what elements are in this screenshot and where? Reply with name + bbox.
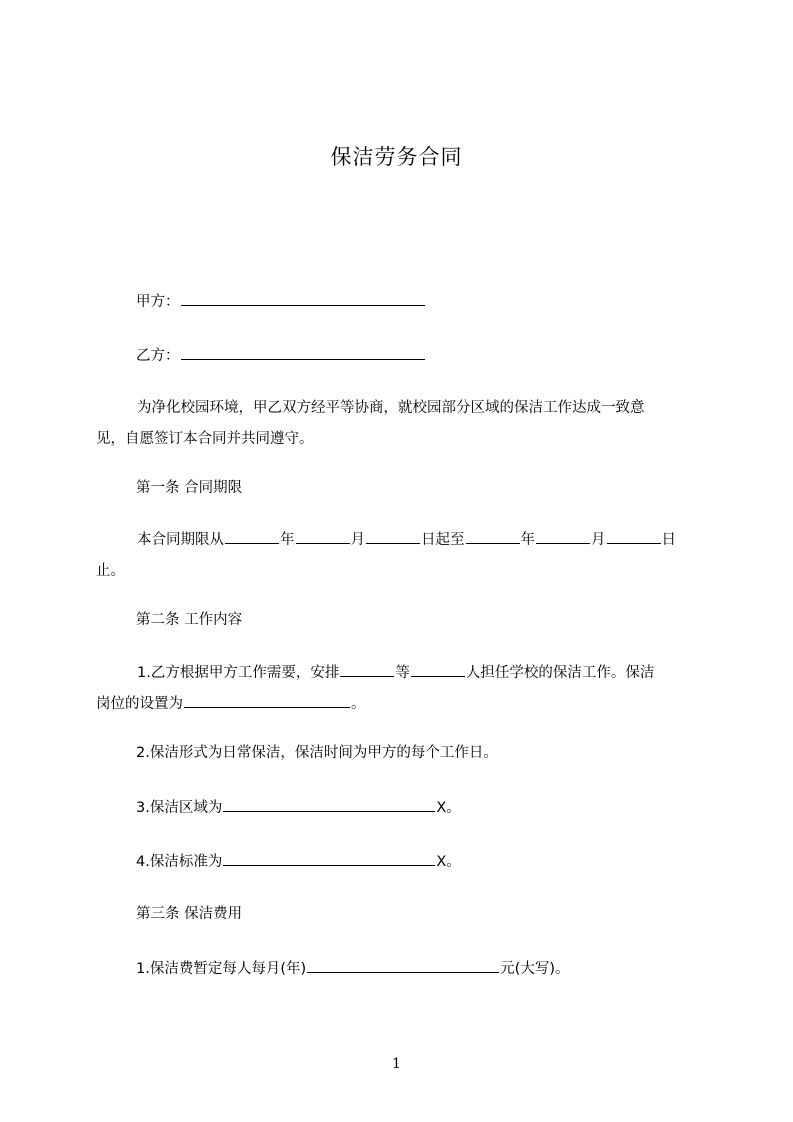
item-2-4-end: X。 bbox=[436, 854, 461, 870]
year-label: 年 bbox=[280, 532, 295, 548]
item-2-2: 2.保洁形式为日常保洁，保洁时间为甲方的每个工作日。 bbox=[136, 745, 498, 761]
start-year-blank[interactable] bbox=[225, 529, 279, 544]
end-day-blank[interactable] bbox=[607, 529, 661, 544]
item-2-1-paragraph bbox=[96, 658, 704, 720]
intro-line-1: 为净化校园环境，甲乙双方经平等协商，就校园部分区域的保洁工作达成一致意 bbox=[137, 400, 645, 416]
fee-amount-blank[interactable] bbox=[307, 958, 499, 973]
start-day-blank[interactable] bbox=[366, 529, 420, 544]
item-2-1-mid: 等 bbox=[395, 665, 410, 681]
item-3-1-line bbox=[136, 958, 569, 979]
item-2-4-line bbox=[136, 851, 461, 872]
staff-count-blank[interactable] bbox=[411, 662, 465, 677]
party-a-label: 甲方： bbox=[136, 294, 180, 310]
day-until-label: 日起至 bbox=[421, 532, 465, 548]
item-2-1-prefix: 1.乙方根据甲方工作需要，安排 bbox=[137, 665, 340, 681]
term-prefix: 本合同期限从 bbox=[137, 532, 224, 548]
end-month-blank[interactable] bbox=[536, 529, 590, 544]
year-label-2: 年 bbox=[520, 532, 535, 548]
cleaning-standard-blank[interactable] bbox=[223, 851, 435, 866]
party-a-blank[interactable] bbox=[181, 291, 425, 306]
party-b-blank[interactable] bbox=[181, 345, 425, 360]
party-a-line bbox=[136, 291, 426, 312]
item-2-1-suffix: 人担任学校的保洁工作。保洁 bbox=[465, 665, 655, 681]
party-b-line bbox=[136, 345, 426, 366]
item-2-1-line2-prefix: 岗位的设置为 bbox=[96, 696, 183, 712]
staff-name-blank[interactable] bbox=[340, 662, 394, 677]
intro-paragraph bbox=[96, 393, 704, 455]
item-2-3-prefix: 3.保洁区域为 bbox=[136, 800, 223, 816]
term-end: 止。 bbox=[96, 563, 125, 579]
article-1-heading: 第一条 合同期限 bbox=[136, 480, 243, 496]
item-2-3-line bbox=[136, 797, 461, 818]
month-label-2: 月 bbox=[591, 532, 606, 548]
month-label: 月 bbox=[350, 532, 365, 548]
post-setting-blank[interactable] bbox=[184, 693, 350, 708]
cleaning-area-blank[interactable] bbox=[223, 797, 435, 812]
document-title: 保洁劳务合同 bbox=[330, 145, 463, 169]
article-3-heading: 第三条 保洁费用 bbox=[136, 906, 243, 922]
item-2-4-prefix: 4.保洁标准为 bbox=[136, 854, 223, 870]
item-2-3-end: X。 bbox=[436, 800, 461, 816]
term-paragraph bbox=[96, 525, 704, 587]
page-number: 1 bbox=[392, 1056, 401, 1072]
intro-line-2: 见，自愿签订本合同并共同遵守。 bbox=[96, 431, 314, 447]
start-month-blank[interactable] bbox=[296, 529, 350, 544]
party-b-label: 乙方： bbox=[136, 348, 180, 364]
day-label-2: 日 bbox=[661, 532, 676, 548]
item-3-1-end: 元(大写)。 bbox=[500, 961, 570, 977]
item-2-1-line2-end: 。 bbox=[351, 696, 366, 712]
item-3-1-prefix: 1.保洁费暂定每人每月(年) bbox=[136, 961, 307, 977]
article-2-heading: 第二条 工作内容 bbox=[136, 612, 243, 628]
end-year-blank[interactable] bbox=[466, 529, 520, 544]
